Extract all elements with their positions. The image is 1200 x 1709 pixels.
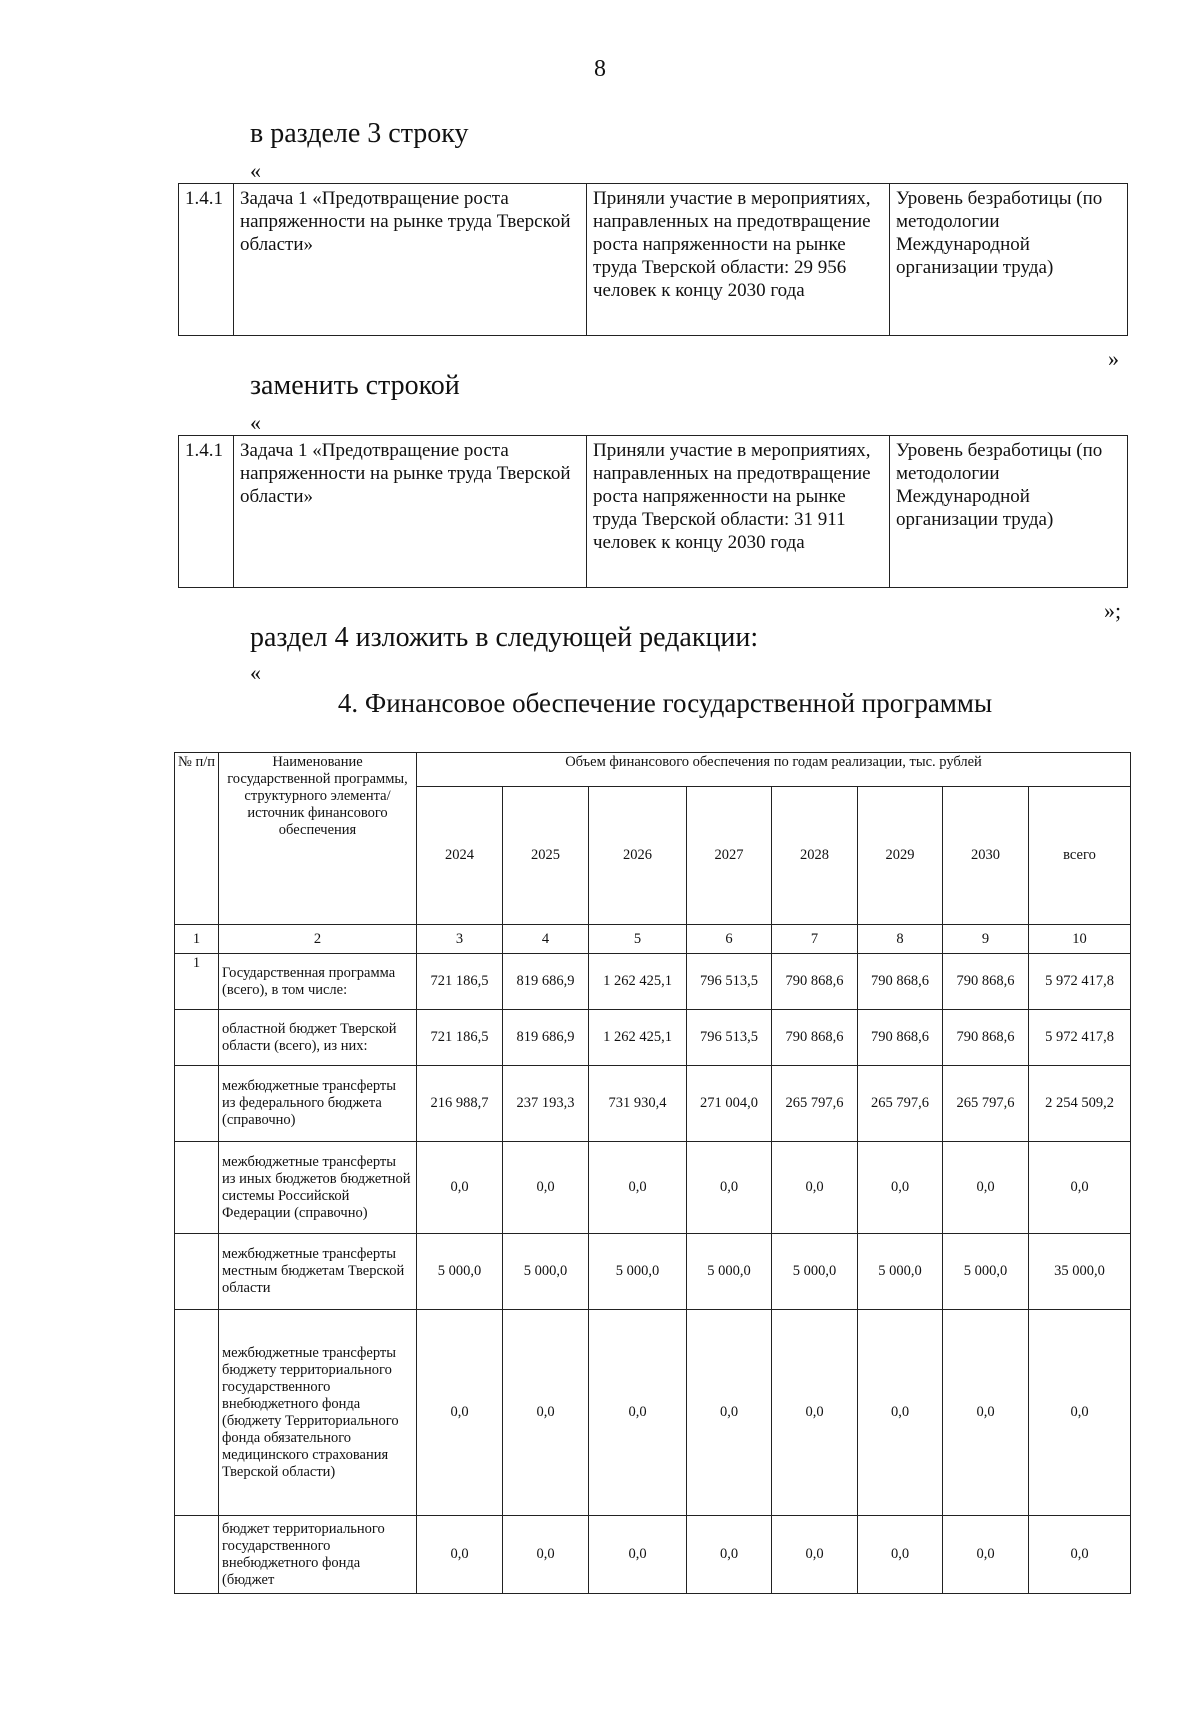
row-year-value: 790 868,6 — [943, 954, 1029, 1010]
new-row-table — [178, 435, 1128, 588]
table-row — [179, 436, 1128, 588]
row-year-value: 0,0 — [687, 1516, 772, 1594]
table-header-row — [175, 753, 1131, 787]
row-year-value: 265 797,6 — [772, 1066, 858, 1142]
row-year-value: 0,0 — [417, 1310, 503, 1516]
row-year-value: 5 000,0 — [417, 1234, 503, 1310]
financing-table — [174, 752, 1131, 1594]
row-year-value: 1 262 425,1 — [589, 954, 687, 1010]
row-name: межбюджетные трансферты из федерального бюджета (справочно) — [219, 1066, 417, 1142]
column-number: 6 — [687, 925, 772, 954]
table-row — [175, 1516, 1131, 1594]
col-header-year: 2027 — [687, 787, 772, 925]
column-number: 9 — [943, 925, 1029, 954]
row-name: бюджет территориального государственного внебюджетного фонда (бюджет — [219, 1516, 417, 1594]
row-total-value: 0,0 — [1029, 1142, 1131, 1234]
row-year-value: 790 868,6 — [858, 1010, 943, 1066]
row-year-value: 819 686,9 — [503, 954, 589, 1010]
row-year-value: 265 797,6 — [858, 1066, 943, 1142]
row-number — [175, 1010, 219, 1066]
col-header-number: № п/п — [175, 753, 219, 925]
row-name: межбюджетные трансферты из иных бюджетов бюджетной системы Российской Федерации (справочно) — [219, 1142, 417, 1234]
row-year-value: 5 000,0 — [858, 1234, 943, 1310]
col-header-volume: Объем финансового обеспечения по годам реализации, тыс. рублей — [417, 753, 1131, 787]
row-task: Задача 1 «Предотвращение роста напряженности на рынке труда Тверской области» — [234, 436, 587, 588]
row-year-value: 790 868,6 — [772, 954, 858, 1010]
paragraph-section-4: раздел 4 изложить в следующей редакции: — [250, 622, 759, 653]
row-year-value: 819 686,9 — [503, 1010, 589, 1066]
row-name: межбюджетные трансферты местным бюджетам Тверской области — [219, 1234, 417, 1310]
row-number — [175, 1516, 219, 1594]
row-number — [175, 1066, 219, 1142]
row-year-value: 0,0 — [589, 1142, 687, 1234]
row-number — [175, 1310, 219, 1516]
row-task: Задача 1 «Предотвращение роста напряженности на рынке труда Тверской области» — [234, 184, 587, 336]
row-year-value: 0,0 — [943, 1516, 1029, 1594]
row-year-value: 216 988,7 — [417, 1066, 503, 1142]
section-title: 4. Финансовое обеспечение государственной программы — [337, 688, 993, 718]
col-header-total: всего — [1029, 787, 1131, 925]
row-year-value: 0,0 — [503, 1516, 589, 1594]
open-quote: « — [250, 660, 261, 685]
table-row — [179, 184, 1128, 336]
col-header-year: 2030 — [943, 787, 1029, 925]
row-name: межбюджетные трансферты бюджету территориального государственного внебюджетного фонда (бюджету Территориального фонда обязательного медицинского страхования Тверской области) — [219, 1310, 417, 1516]
row-year-value: 5 000,0 — [503, 1234, 589, 1310]
row-year-value: 790 868,6 — [943, 1010, 1029, 1066]
col-header-year: 2024 — [417, 787, 503, 925]
row-year-value: 0,0 — [417, 1516, 503, 1594]
row-code: 1.4.1 — [179, 184, 234, 336]
row-year-value: 0,0 — [417, 1142, 503, 1234]
row-year-value: 0,0 — [772, 1310, 858, 1516]
row-year-value: 1 262 425,1 — [589, 1010, 687, 1066]
row-year-value: 0,0 — [589, 1310, 687, 1516]
row-year-value: 5 000,0 — [772, 1234, 858, 1310]
row-number: 1 — [175, 954, 219, 1010]
table-row — [175, 1010, 1131, 1066]
old-row-table — [178, 183, 1128, 336]
row-year-value: 0,0 — [858, 1516, 943, 1594]
row-total-value: 5 972 417,8 — [1029, 1010, 1131, 1066]
row-year-value: 0,0 — [943, 1310, 1029, 1516]
column-number: 4 — [503, 925, 589, 954]
open-quote: « — [250, 158, 261, 183]
row-year-value: 790 868,6 — [858, 954, 943, 1010]
row-year-value: 0,0 — [687, 1310, 772, 1516]
row-year-value: 0,0 — [943, 1142, 1029, 1234]
row-year-value: 790 868,6 — [772, 1010, 858, 1066]
column-number: 2 — [219, 925, 417, 954]
row-name: областной бюджет Тверской области (всего), из них: — [219, 1010, 417, 1066]
row-year-value: 0,0 — [858, 1142, 943, 1234]
row-year-value: 721 186,5 — [417, 1010, 503, 1066]
column-number-row — [175, 925, 1131, 954]
col-header-year: 2025 — [503, 787, 589, 925]
row-code: 1.4.1 — [179, 436, 234, 588]
table-row — [175, 1142, 1131, 1234]
row-year-value: 0,0 — [589, 1516, 687, 1594]
col-header-year: 2026 — [589, 787, 687, 925]
row-year-value: 731 930,4 — [589, 1066, 687, 1142]
column-number: 8 — [858, 925, 943, 954]
open-quote: « — [250, 410, 261, 435]
row-total-value: 0,0 — [1029, 1516, 1131, 1594]
row-result: Приняли участие в мероприятиях, направленных на предотвращение роста напряженности на рынке труда Тверской области: 29 956 человек к концу 2030 года — [587, 184, 890, 336]
table-row — [175, 1310, 1131, 1516]
row-total-value: 2 254 509,2 — [1029, 1066, 1131, 1142]
close-quote: »; — [1104, 598, 1122, 623]
row-year-value: 5 000,0 — [943, 1234, 1029, 1310]
row-year-value: 237 193,3 — [503, 1066, 589, 1142]
row-number — [175, 1234, 219, 1310]
row-result: Приняли участие в мероприятиях, направленных на предотвращение роста напряженности на рынке труда Тверской области: 31 911 человек к концу 2030 года — [587, 436, 890, 588]
row-total-value: 5 972 417,8 — [1029, 954, 1131, 1010]
row-name: Государственная программа (всего), в том числе: — [219, 954, 417, 1010]
row-year-value: 0,0 — [503, 1310, 589, 1516]
column-number: 7 — [772, 925, 858, 954]
col-header-year: 2029 — [858, 787, 943, 925]
row-year-value: 5 000,0 — [589, 1234, 687, 1310]
row-year-value: 0,0 — [503, 1142, 589, 1234]
row-total-value: 35 000,0 — [1029, 1234, 1131, 1310]
col-header-year: 2028 — [772, 787, 858, 925]
row-number — [175, 1142, 219, 1234]
table-row — [175, 1066, 1131, 1142]
table-row — [175, 954, 1131, 1010]
paragraph-replace-with: заменить строкой — [250, 370, 460, 401]
page-number: 8 — [594, 56, 606, 82]
close-quote: » — [1108, 346, 1119, 371]
row-year-value: 796 513,5 — [687, 954, 772, 1010]
row-year-value: 265 797,6 — [943, 1066, 1029, 1142]
row-year-value: 796 513,5 — [687, 1010, 772, 1066]
row-year-value: 271 004,0 — [687, 1066, 772, 1142]
column-number: 1 — [175, 925, 219, 954]
row-year-value: 0,0 — [687, 1142, 772, 1234]
row-year-value: 0,0 — [858, 1310, 943, 1516]
column-number: 10 — [1029, 925, 1131, 954]
row-total-value: 0,0 — [1029, 1310, 1131, 1516]
row-indicator: Уровень безработицы (по методологии Международной организации труда) — [890, 184, 1128, 336]
row-year-value: 0,0 — [772, 1516, 858, 1594]
row-year-value: 5 000,0 — [687, 1234, 772, 1310]
row-year-value: 0,0 — [772, 1142, 858, 1234]
paragraph-replace-row: в разделе 3 строку — [250, 118, 469, 149]
row-year-value: 721 186,5 — [417, 954, 503, 1010]
financing-table-body — [175, 954, 1131, 1594]
table-row — [175, 1234, 1131, 1310]
row-indicator: Уровень безработицы (по методологии Международной организации труда) — [890, 436, 1128, 588]
col-header-name: Наименование государственной программы, структурного элемента/источник финансового обеспечения — [219, 753, 417, 925]
column-number: 5 — [589, 925, 687, 954]
column-number: 3 — [417, 925, 503, 954]
